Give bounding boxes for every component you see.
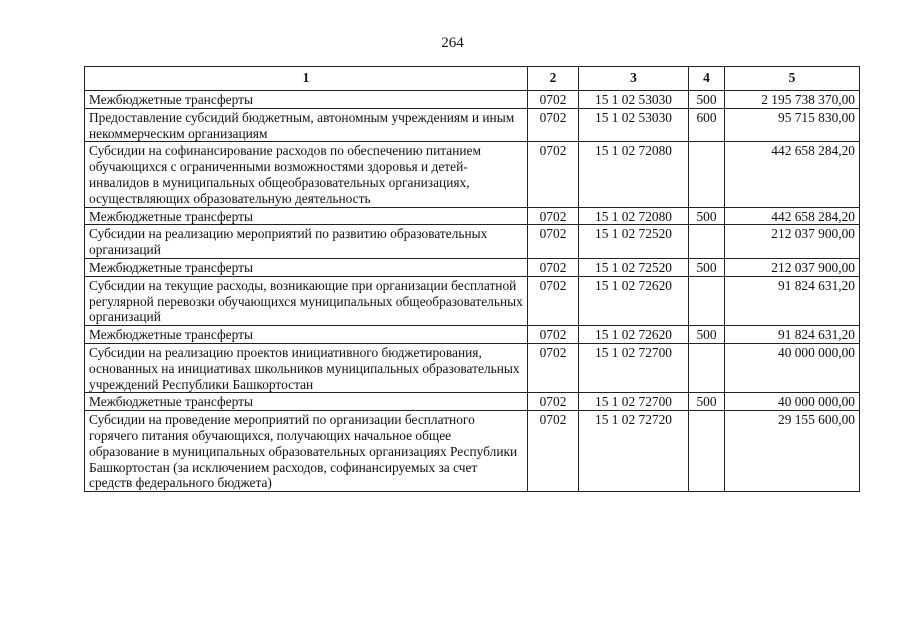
row-target-code: 15 1 02 72700 (579, 393, 689, 411)
row-expense-type: 500 (689, 393, 725, 411)
row-section: 0702 (528, 411, 579, 492)
row-section: 0702 (528, 343, 579, 392)
row-section: 0702 (528, 142, 579, 207)
table-row (85, 411, 860, 492)
row-name: Субсидии на текущие расходы, возникающие при организации бесплатной регулярной перевозки обучающихся муниципальных общеобразовательных организаций (85, 276, 528, 325)
row-section: 0702 (528, 207, 579, 225)
row-name: Предоставление субсидий бюджетным, автономным учреждениям и иным некоммерческим организациям (85, 108, 528, 142)
row-name: Субсидии на реализацию мероприятий по развитию образовательных организаций (85, 225, 528, 259)
budget-table (84, 66, 860, 492)
row-amount: 212 037 900,00 (725, 225, 860, 259)
row-amount: 442 658 284,20 (725, 142, 860, 207)
row-amount: 91 824 631,20 (725, 326, 860, 344)
row-amount: 442 658 284,20 (725, 207, 860, 225)
column-header-section: 2 (528, 67, 579, 91)
row-target-code: 15 1 02 72080 (579, 207, 689, 225)
row-target-code: 15 1 02 72620 (579, 326, 689, 344)
row-amount: 212 037 900,00 (725, 258, 860, 276)
row-amount: 29 155 600,00 (725, 411, 860, 492)
row-name: Межбюджетные трансферты (85, 326, 528, 344)
row-name: Межбюджетные трансферты (85, 207, 528, 225)
row-expense-type: 500 (689, 91, 725, 109)
row-name: Межбюджетные трансферты (85, 258, 528, 276)
row-amount: 95 715 830,00 (725, 108, 860, 142)
table-row (85, 258, 860, 276)
row-section: 0702 (528, 393, 579, 411)
row-name: Межбюджетные трансферты (85, 91, 528, 109)
row-target-code: 15 1 02 72620 (579, 276, 689, 325)
row-amount: 91 824 631,20 (725, 276, 860, 325)
row-expense-type (689, 142, 725, 207)
table-row (85, 142, 860, 207)
row-name: Межбюджетные трансферты (85, 393, 528, 411)
table-row (85, 108, 860, 142)
row-expense-type (689, 276, 725, 325)
table-row (85, 276, 860, 325)
row-target-code: 15 1 02 72720 (579, 411, 689, 492)
row-section: 0702 (528, 91, 579, 109)
row-section: 0702 (528, 276, 579, 325)
table-row (85, 91, 860, 109)
table-row (85, 326, 860, 344)
row-section: 0702 (528, 326, 579, 344)
row-expense-type (689, 225, 725, 259)
column-header-target-code: 3 (579, 67, 689, 91)
table-row (85, 207, 860, 225)
table-row (85, 393, 860, 411)
row-expense-type (689, 343, 725, 392)
row-expense-type: 600 (689, 108, 725, 142)
row-amount: 40 000 000,00 (725, 343, 860, 392)
row-section: 0702 (528, 108, 579, 142)
page-number: 264 (441, 35, 464, 51)
row-expense-type: 500 (689, 326, 725, 344)
row-amount: 40 000 000,00 (725, 393, 860, 411)
row-section: 0702 (528, 225, 579, 259)
row-target-code: 15 1 02 53030 (579, 91, 689, 109)
column-header-amount: 5 (725, 67, 860, 91)
row-target-code: 15 1 02 72080 (579, 142, 689, 207)
column-header-expense-type: 4 (689, 67, 725, 91)
row-name: Субсидии на проведение мероприятий по организации бесплатного горячего питания обучающихся, получающих начальное общее образование в муниципальных образовательных организациях Республики Башкортостан (за исключением расходов, софинансируемых за счет средств федерального бюджета) (85, 411, 528, 492)
row-expense-type: 500 (689, 258, 725, 276)
row-target-code: 15 1 02 72520 (579, 258, 689, 276)
row-name: Субсидии на реализацию проектов инициативного бюджетирования, основанных на инициативах школьников муниципальных образовательных учреждений Республики Башкортостан (85, 343, 528, 392)
row-name: Субсидии на софинансирование расходов по обеспечению питанием обучающихся с ограниченными возможностями здоровья и детей-инвалидов в муниципальных общеобразовательных организациях, осуществляющих образовательную деятельность (85, 142, 528, 207)
row-section: 0702 (528, 258, 579, 276)
row-target-code: 15 1 02 72700 (579, 343, 689, 392)
row-target-code: 15 1 02 53030 (579, 108, 689, 142)
table-row (85, 225, 860, 259)
table-header-row (85, 67, 860, 91)
row-expense-type: 500 (689, 207, 725, 225)
row-target-code: 15 1 02 72520 (579, 225, 689, 259)
column-header-name: 1 (85, 67, 528, 91)
row-expense-type (689, 411, 725, 492)
row-amount: 2 195 738 370,00 (725, 91, 860, 109)
table-row (85, 343, 860, 392)
